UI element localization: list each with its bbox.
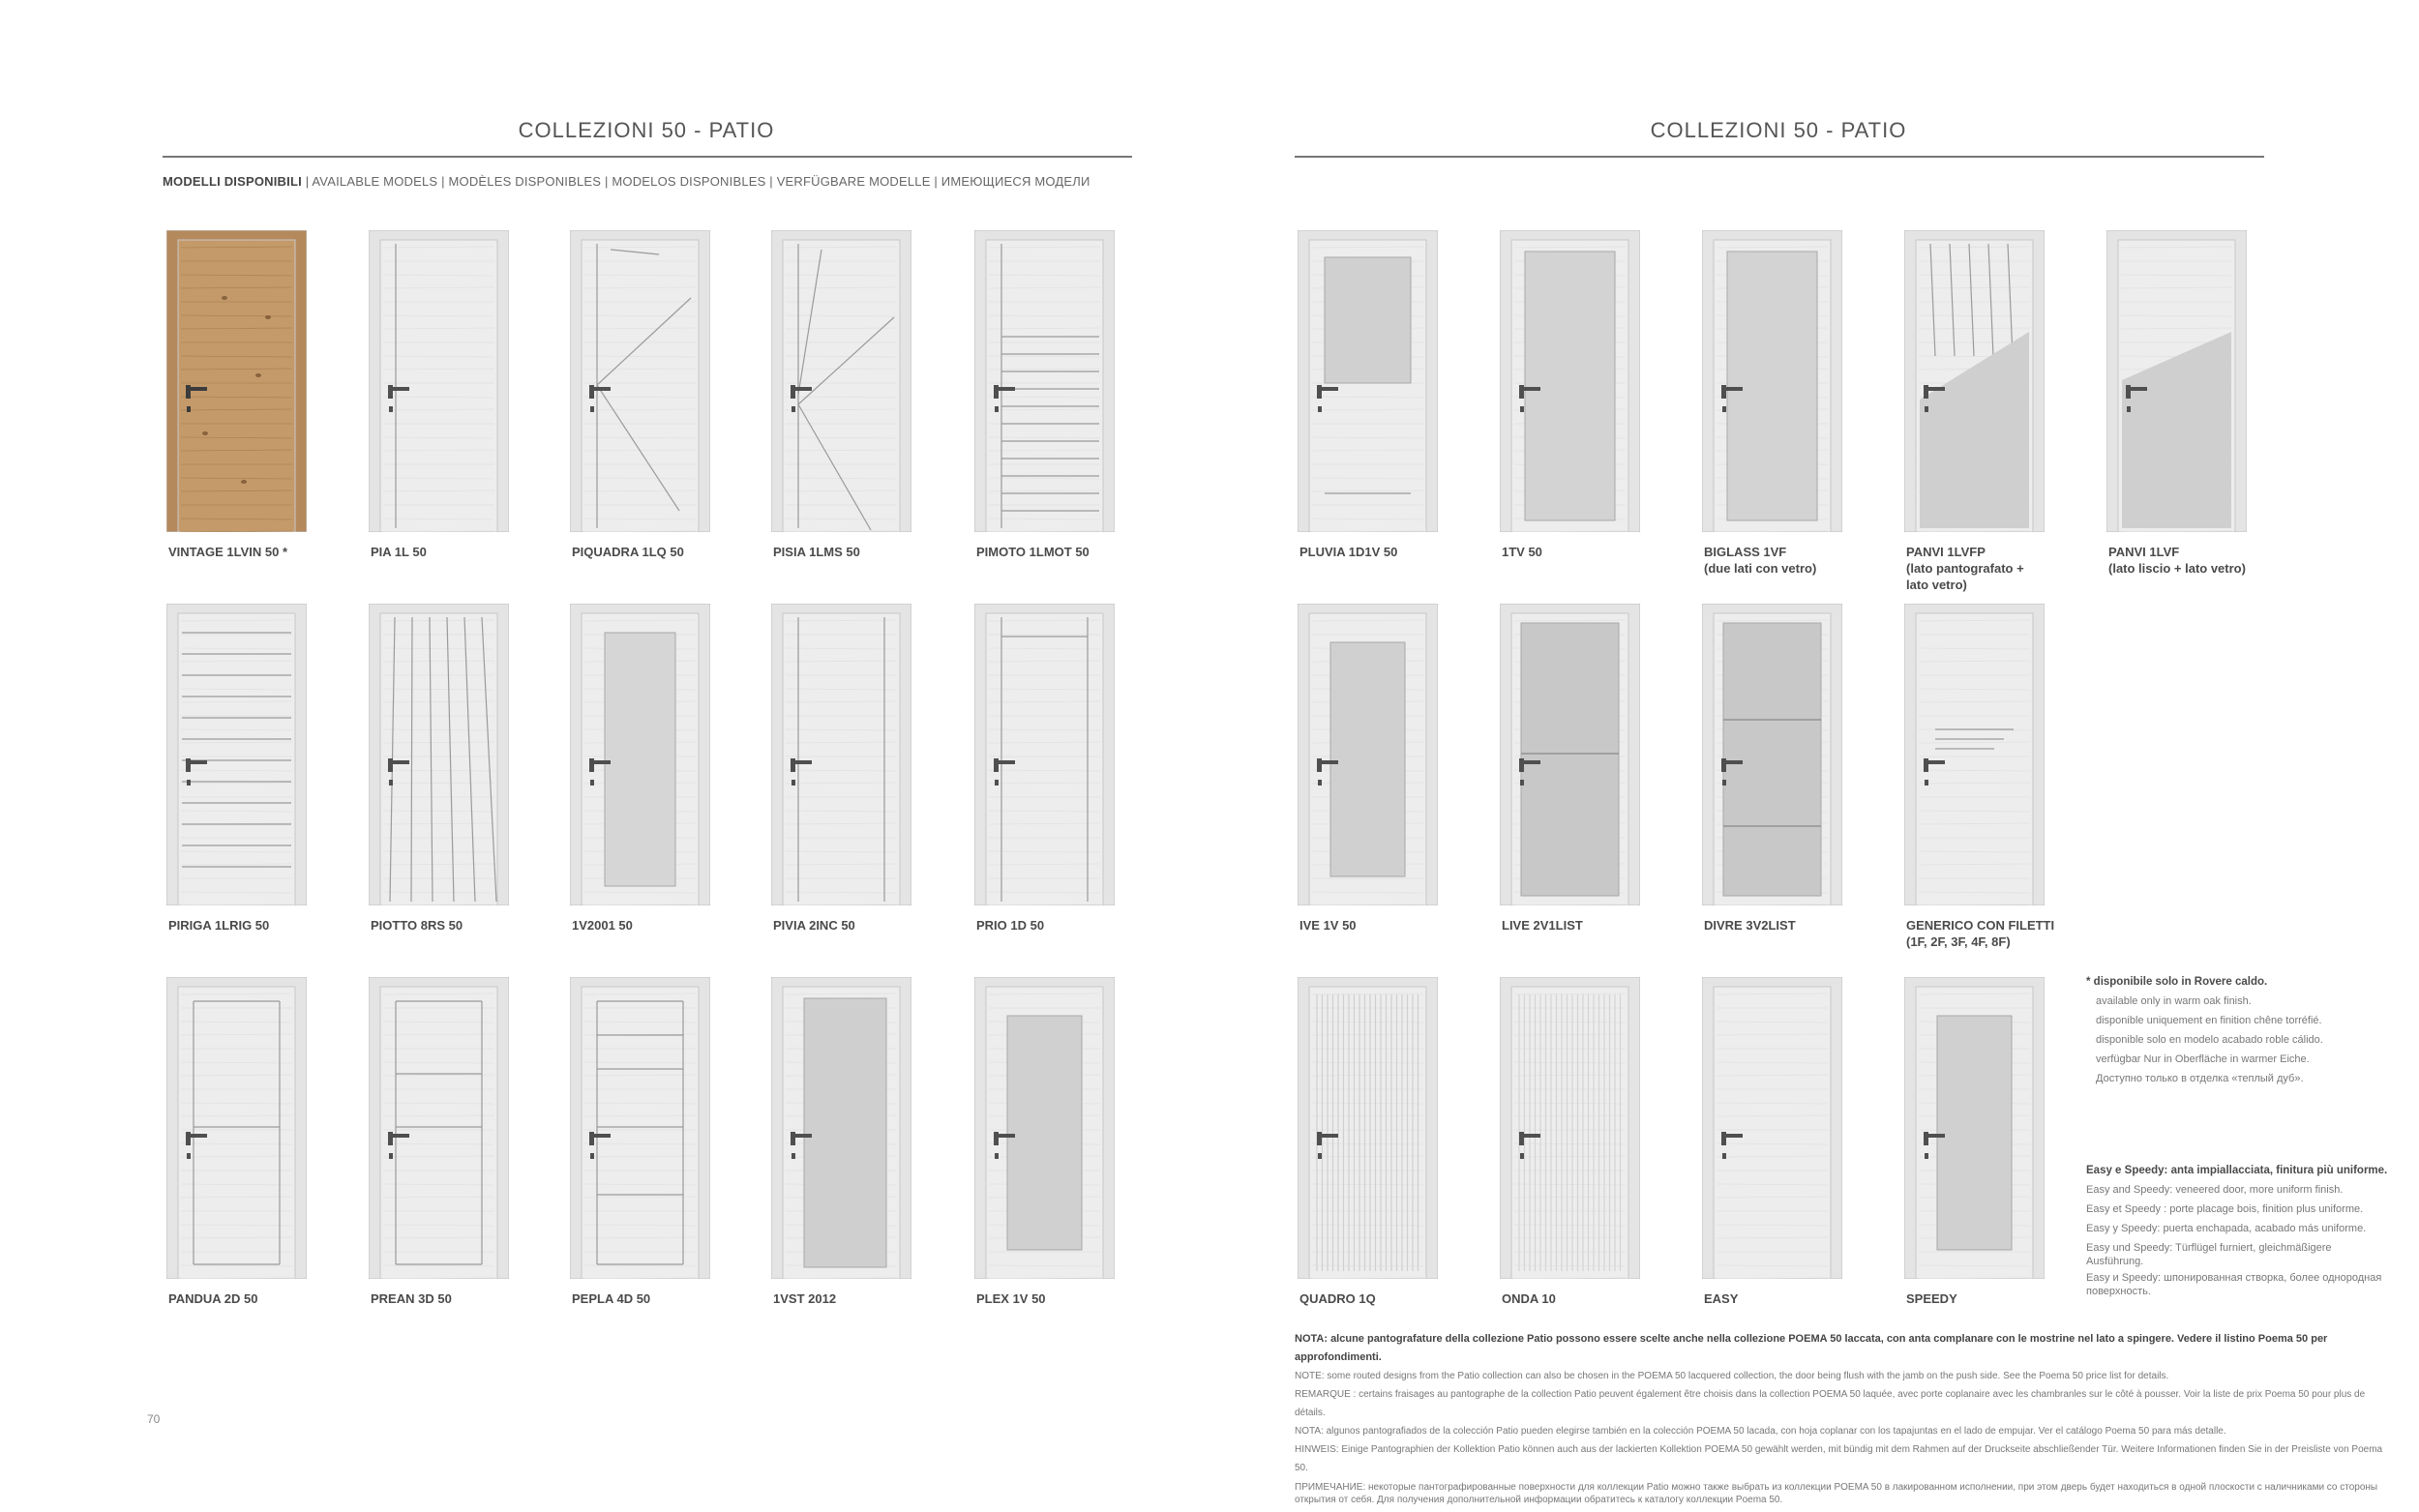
warm-oak-note-line: Доступно только в отделка «теплый дуб». [2096,1073,2304,1084]
door-image [1298,230,1438,532]
door-label: PANDUA 2D 50 [168,1291,258,1306]
easy-speedy-note-lead: Easy e Speedy: anta impiallacciata, finitura più uniforme. [2086,1165,2388,1176]
door-label: ONDA 10 [1502,1291,1556,1306]
right-title-rule [1295,156,2264,158]
page-number: 70 [147,1412,161,1426]
left-page-title: COLLEZIONI 50 - PATIO [518,118,775,142]
door-label: PREAN 3D 50 [371,1291,452,1306]
door-label: VINTAGE 1LVIN 50 * [168,545,288,559]
footer-note-lead: NOTA: alcune pantografature della collezione Patio possono essere scelte anche nella collezione POEMA 50 laccata, con anta complanare con le mostrine nel lato a spingere. Vedere il listino Poema 50 per approfondimenti. [1295,1333,2328,1363]
warm-oak-note-line: available only in warm oak finish. [2096,995,2252,1007]
door-label: BIGLASS 1VF (due lati con vetro) [1704,545,1817,576]
door-label: PIRIGA 1LRIG 50 [168,918,270,933]
door-label: PIMOTO 1LMOT 50 [976,545,1090,559]
door-label: PIVIA 2INC 50 [773,918,855,933]
warm-oak-note-line: disponible uniquement en finition chêne torréfié. [2096,1015,2322,1026]
door-image [771,604,911,905]
footer-note-line: REMARQUE : certains fraisages au pantographe de la collection Patio peuvent également être choisis dans la collection POEMA 50 laquée, avec porte coplanaire avec les chambranles sur le côté à pousser. Voir la liste de prix Poema 50 pour plus de détails. [1295,1389,2366,1418]
left-title-rule [163,156,1132,158]
models-subtitle [163,174,1090,189]
door-image [166,604,307,905]
easy-speedy-note-line: Easy et Speedy : porte placage bois, finition plus uniforme. [2086,1203,2364,1215]
door-image [771,230,911,532]
door-image [1702,604,1842,905]
door-image [570,604,710,905]
door-image [771,977,911,1279]
warm-oak-note-line: verfügbar Nur in Oberfläche in warmer Eiche. [2096,1053,2310,1065]
door-label: SPEEDY [1906,1291,1957,1306]
easy-speedy-note-line: Easy and Speedy: veneered door, more uniform finish. [2086,1184,2344,1196]
door-image [974,977,1115,1279]
door-label: PISIA 1LMS 50 [773,545,860,559]
door-label: PLUVIA 1D1V 50 [1299,545,1398,559]
easy-speedy-note-line: Easy und Speedy: Türflügel furniert, gleichmäßigere Ausführung. [2086,1242,2332,1267]
door-image [369,230,509,532]
door-image [1500,604,1640,905]
easy-speedy-note-line: Easy и Speedy: шпонированная створка, более однородная поверхность. [2086,1272,2382,1297]
door-image [2106,230,2247,532]
door-image [1500,977,1640,1279]
door-image [369,977,509,1279]
door-image [974,604,1115,905]
door-image [166,977,307,1279]
door-label: IVE 1V 50 [1299,918,1357,933]
door-image [1904,230,2045,532]
door-image [1904,604,2045,905]
door-label: 1TV 50 [1502,545,1542,559]
door-image [1702,230,1842,532]
door-image [570,230,710,532]
door-label: EASY [1704,1291,1739,1306]
door-label: PIA 1L 50 [371,545,427,559]
door-image [369,604,509,905]
door-label: PLEX 1V 50 [976,1291,1046,1306]
footer-note-line: NOTE: some routed designs from the Patio collection can also be chosen in the POEMA 50 lacquered collection, the door being flush with the jamb on the push side. See the Poema 50 price list for details. [1295,1371,2169,1381]
door-label: PIOTTO 8RS 50 [371,918,463,933]
door-label: 1V2001 50 [572,918,633,933]
door-label: PANVI 1LVF (lato liscio + lato vetro) [2108,545,2246,576]
warm-oak-note [2086,972,2405,1088]
door-image [1500,230,1640,532]
warm-oak-note-line: disponible solo en modelo acabado roble cálido. [2096,1034,2323,1046]
door-label: LIVE 2V1LIST [1502,918,1583,933]
door-label: PIQUADRA 1LQ 50 [572,545,684,559]
footer-note-line: ПРИМЕЧАНИЕ: некоторые пантографированные поверхности для коллекции Patio можно также выбрать из коллекции POEMA 50 в лакированном исполнении, при этом дверь будет находиться в одной плоскости с наличниками со стороны открытия от себя. Для получения дополнительной информации обратитесь к каталогу коллекции Poema 50. [1295,1482,2378,1505]
warm-oak-note-lead: * disponibile solo in Rovere caldo. [2086,976,2268,988]
door-image [570,977,710,1279]
door-label: PRIO 1D 50 [976,918,1045,933]
subtitle-bold: MODELLI DISPONIBILI [163,174,302,189]
door-label: DIVRE 3V2LIST [1704,918,1796,933]
door-label: PEPLA 4D 50 [572,1291,651,1306]
subtitle-rest: | AVAILABLE MODELS | MODÈLES DISPONIBLES | MODELOS DISPONIBLES | VERFÜGBARE MODELLE | ИМЕЮЩИЕСЯ МОДЕЛИ [301,174,1090,189]
door-label: GENERICO CON FILETTI (1F, 2F, 3F, 4F, 8F) [1906,918,2055,949]
footer-notes [1295,1330,2388,1506]
door-image [1298,604,1438,905]
door-label: QUADRO 1Q [1299,1291,1376,1306]
door-image [166,230,307,532]
easy-speedy-note-line: Easy y Speedy: puerta enchapada, acabado más uniforme. [2086,1223,2367,1234]
footer-note-line: NOTA: algunos pantografiados de la colección Patio pueden elegirse también en la colección POEMA 50 lacada, con hoja coplanar con los tapajuntas en el lado de empujar. Ver el catálogo Poema 50 para más detalle. [1295,1426,2226,1437]
easy-speedy-note [2086,1161,2386,1301]
door-label: 1VST 2012 [773,1291,837,1306]
door-image [1702,977,1842,1279]
door-label: PANVI 1LVFP (lato pantografato + lato vetro) [1906,545,2024,592]
door-image [1298,977,1438,1279]
door-image [974,230,1115,532]
right-page-title: COLLEZIONI 50 - PATIO [1650,118,1907,142]
door-image [1904,977,2045,1279]
footer-note-line: HINWEIS: Einige Pantographien der Kollektion Patio können auch aus der lackierten Kollektion POEMA 50 gewählt werden, mit bündig mit dem Rahmen auf der Druckseite abschließender Tür. Weitere Informationen finden Sie in der Preisliste von Poema 50. [1295,1444,2383,1473]
